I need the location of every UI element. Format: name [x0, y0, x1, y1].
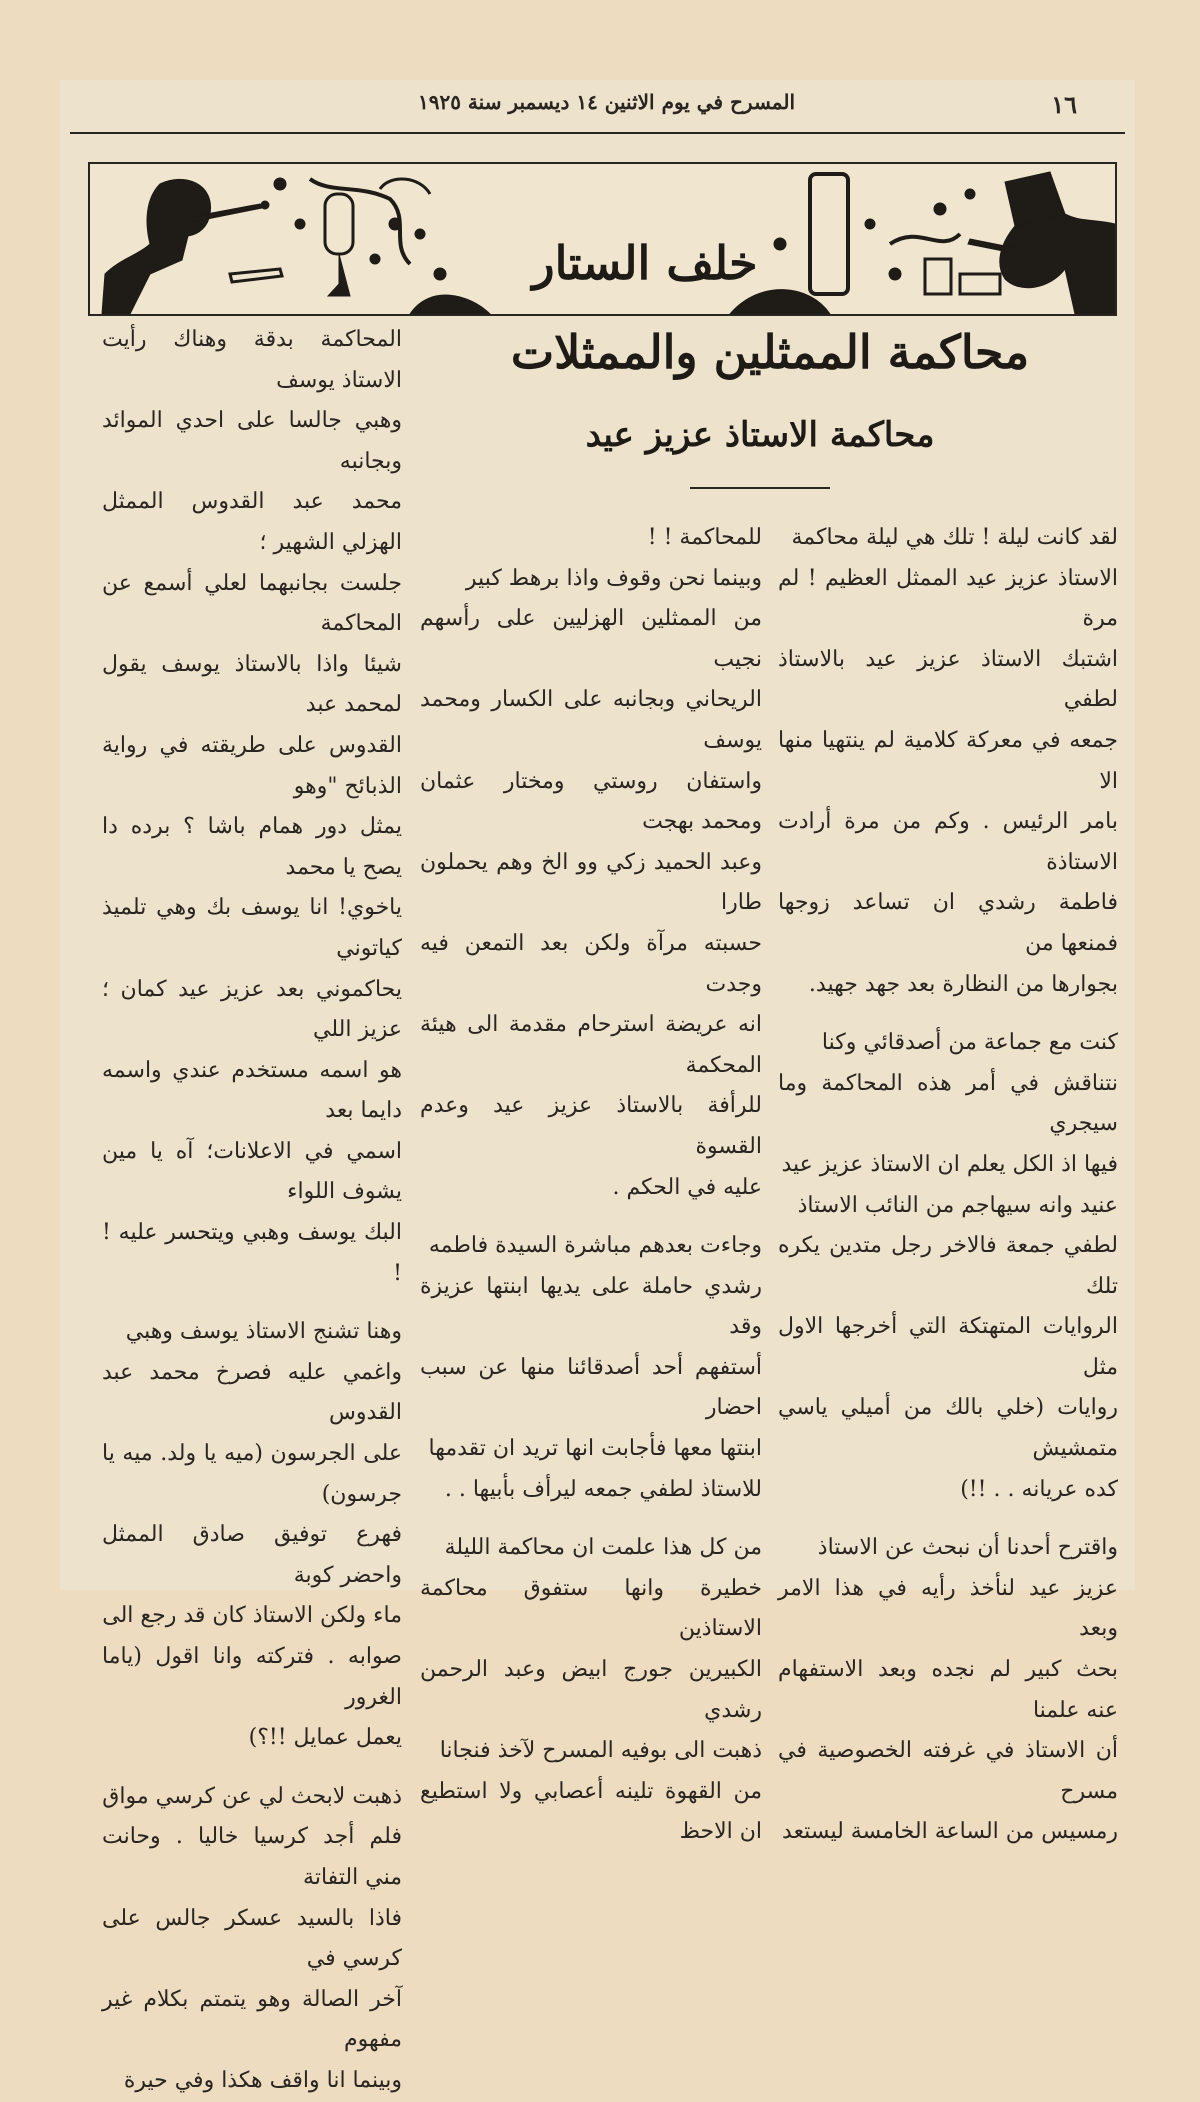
- text-line: للمحاكمة ! !: [647, 525, 762, 550]
- text-line: أن الاستاذ في غرفته الخصوصية في مسرح: [778, 1738, 1118, 1804]
- text-line: عليه في الحكم .: [612, 1174, 762, 1200]
- text-line: شيئا واذا بالاستاذ يوسف يقول لمحمد عبد: [102, 651, 402, 718]
- text-line: صوابه . فتركته وانا اقول (ياما الغرور: [102, 1644, 402, 1710]
- text-line: واستفان روستي ومختار عثمان ومحمد بهجت: [420, 768, 762, 835]
- text-line: حسبته مرآة ولكن بعد التمعن فيه وجدت: [420, 930, 762, 997]
- title-rule: [690, 487, 830, 489]
- text-line: على الجرسون (ميه يا ولد. ميه يا جرسون): [102, 1441, 402, 1507]
- text-line: واقترح أحدنا أن نبحث عن الاستاذ: [817, 1535, 1118, 1561]
- text-line: اسمي في الاعلانات؛ آه يا مين يشوف اللواء: [102, 1138, 402, 1205]
- text-line: ماء ولكن الاستاذ كان قد رجع الى: [102, 1603, 402, 1629]
- column-middle: [420, 518, 762, 1853]
- text-line: الاستاذ عزيز عيد الممثل العظيم ! لم مرة: [778, 565, 1118, 632]
- text-line: فاذا بالسيد عسكر جالس على كرسي في: [102, 1905, 402, 1972]
- paragraph-break: [778, 1510, 1118, 1528]
- text-line: فيها اذ الكل يعلم ان الاستاذ عزيز عيد: [781, 1151, 1118, 1177]
- text-line: ذهبت الى بوفيه المسرح لآخذ فنجانا: [439, 1738, 762, 1764]
- text-line: القدوس على طريقته في رواية الذبائح "وهو: [102, 732, 402, 799]
- header-rule: [70, 132, 1125, 134]
- text-line: روايات (خلي بالك من أميلي ياسي متمشيش: [778, 1395, 1118, 1462]
- text-line: لقد كانت ليلة ! تلك هي ليلة محاكمة: [791, 525, 1118, 550]
- text-line: وعبد الحميد زكي وو الخ وهم يحملون طارا: [420, 849, 762, 916]
- text-line: وهنا تشنج الاستاذ يوسف وهبي: [125, 1319, 402, 1345]
- text-line: فهرع توفيق صادق الممثل واحضر كوبة: [102, 1522, 402, 1588]
- text-line: وهبي جالسا على احدي الموائد وبجانبه: [102, 408, 402, 474]
- text-line: جمعه في معركة كلامية لم ينتهيا منها الا: [778, 727, 1118, 794]
- text-line: وبينما نحن وقوف واذا برهط كبير: [465, 565, 762, 591]
- text-line: يعمل عمايل !!؟): [248, 1725, 402, 1751]
- running-title: المسرح في يوم الاثنين ١٤ ديسمبر سنة ١٩٢٥: [418, 90, 795, 114]
- text-line: رمسيس من الساعة الخامسة ليستعد: [782, 1819, 1118, 1845]
- text-line: اشتبك الاستاذ عزيز عيد بالاستاذ لطفي: [778, 646, 1118, 713]
- page-number: ١٦: [1051, 90, 1077, 119]
- text-line: رشدي حاملة على يديها ابنتها عزيزة وقد: [420, 1273, 762, 1340]
- paragraph-break: [420, 1510, 762, 1528]
- text-line: لطفي جمعة فالاخر رجل متدين يكره تلك: [778, 1233, 1118, 1299]
- text-line: من الممثلين الهزليين على رأسهم نجيب: [420, 606, 762, 672]
- text-line: الريحاني وبجانبه على الكسار ومحمد يوسف: [420, 687, 762, 753]
- text-line: كده عريانه . . !!): [960, 1476, 1118, 1502]
- text-line: هو اسمه مستخدم عندي واسمه دايما بعد: [102, 1057, 402, 1124]
- text-line: جلست بجانبهما لعلي أسمع عن المحاكمة: [102, 570, 402, 637]
- article-subtitle: محاكمة الاستاذ عزيز عيد: [585, 415, 935, 455]
- magazine-page: [60, 80, 1135, 2093]
- text-line: للاستاذ لطفي جمعه ليرأف بأبيها . .: [444, 1476, 762, 1502]
- text-line: يمثل دور همام باشا ؟ برده دا يصح يا محمد: [102, 814, 402, 880]
- text-line: فاطمة رشدي ان تساعد زوجها فمنعها من: [778, 890, 1118, 956]
- text-line: بحث كبير لم نجده وبعد الاستفهام عنه علمنا: [778, 1657, 1118, 1723]
- paragraph-break: [420, 1208, 762, 1226]
- article-title: محاكمة الممثلين والممثلات: [510, 325, 1030, 379]
- column-left: [102, 320, 402, 2102]
- text-line: الكبيرين جورج ابيض وعبد الرحمن رشدي: [420, 1657, 762, 1723]
- text-line: بامر الرئيس . وكم من مرة أرادت الاستاذة: [778, 809, 1118, 875]
- section-banner: [88, 162, 1117, 316]
- text-line: محمد عبد القدوس الممثل الهزلي الشهير ؛: [102, 489, 402, 555]
- paragraph-break: [778, 1005, 1118, 1023]
- text-line: واغمي عليه فصرخ محمد عبد القدوس: [102, 1359, 402, 1426]
- text-line: بجوارها من النظارة بعد جهد جهيد.: [808, 971, 1118, 997]
- text-line: وبينما انا واقف هكذا وفي حيرة: [123, 2067, 402, 2093]
- text-line: من القهوة تلينه أعصابي ولا استطيع ان الاحظ: [420, 1778, 762, 1845]
- text-line: أستفهم أحد أصدقائنا منها عن سبب احضار: [420, 1354, 762, 1421]
- text-line: آخر الصالة وهو يتمتم بكلام غير مفهوم: [102, 1986, 402, 2053]
- text-line: وجاءت بعدهم مباشرة السيدة فاطمه: [428, 1233, 762, 1259]
- page-header: [60, 80, 1135, 130]
- text-line: البك يوسف وهبي ويتحسر عليه ! !: [102, 1220, 402, 1286]
- paragraph-break: [102, 1759, 402, 1777]
- paragraph-break: [102, 1294, 402, 1312]
- text-line: ياخوي! انا يوسف بك وهي تلميذ كياتوني: [102, 895, 402, 961]
- text-line: فلم أجد كرسيا خاليا . وحانت مني التفاتة: [102, 1824, 402, 1890]
- text-line: خطيرة وانها ستفوق محاكمة الاستاذين: [420, 1575, 762, 1642]
- column-right: [778, 518, 1118, 1853]
- text-line: من كل هذا علمت ان محاكمة الليلة: [444, 1535, 762, 1561]
- text-line: ذهبت لابحث لي عن كرسي مواق: [102, 1783, 402, 1809]
- text-line: عزيز عيد لنأخذ رأيه في هذا الامر وبعد: [778, 1575, 1118, 1642]
- text-line: المحاكمة بدقة وهناك رأيت الاستاذ يوسف: [102, 327, 402, 393]
- text-line: الروايات المتهتكة التي أخرجها الاول مثل: [778, 1314, 1118, 1380]
- text-line: انه عريضة استرحام مقدمة الى هيئة المحكمة: [420, 1012, 762, 1078]
- text-line: عنيد وانه سيهاجم من النائب الاستاذ: [797, 1192, 1118, 1218]
- text-line: كنت مع جماعة من أصدقائي وكنا: [821, 1030, 1118, 1056]
- text-line: ابنتها معها فأجابت انها تريد ان تقدمها: [428, 1436, 762, 1462]
- text-line: يحاكموني بعد عزيز عيد كمان ؛ عزيز اللي: [102, 976, 402, 1043]
- text-line: للرأفة بالاستاذ عزيز عيد وعدم القسوة: [420, 1093, 762, 1159]
- banner-title: خلف الستار: [532, 236, 758, 290]
- text-line: نتناقش في أمر هذه المحاكمة وما سيجري: [778, 1070, 1118, 1137]
